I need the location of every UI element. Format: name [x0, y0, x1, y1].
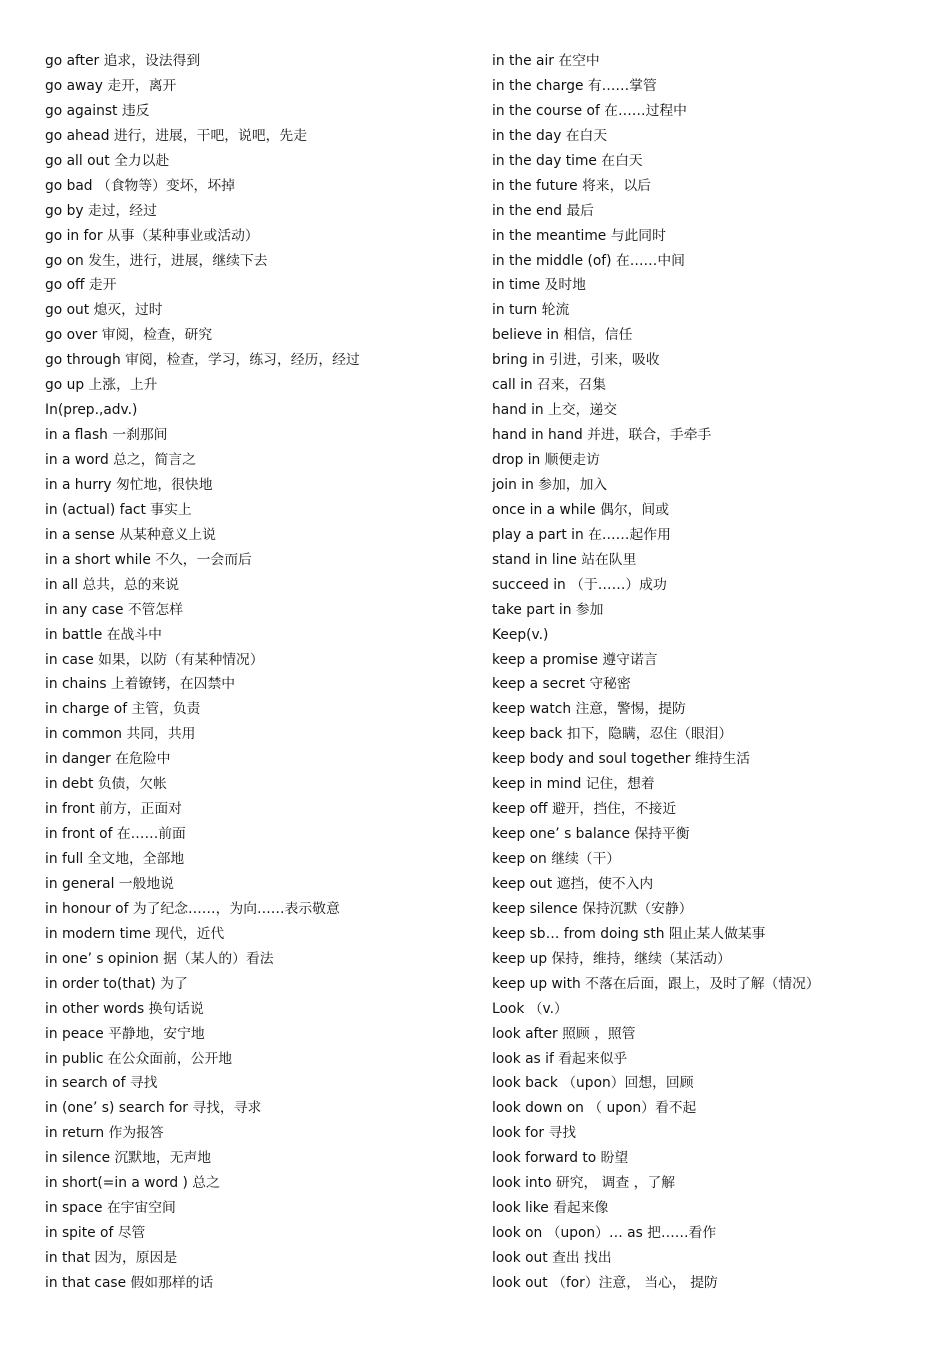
phrase-entry: in other words 换句话说: [45, 1000, 204, 1017]
phrase-entry: keep watch 注意，警惕，提防: [492, 701, 686, 718]
phrase-entry: in front of 在……前面: [45, 826, 186, 843]
phrase-entry: In(prep.,adv.): [45, 402, 138, 419]
phrase-entry: in chains 上着镣铐，在囚禁中: [45, 676, 236, 693]
phrase-entry: in (actual) fact 事实上: [45, 501, 192, 518]
phrase-entry: go ahead 进行，进展，干吧，说吧，先走: [45, 127, 308, 144]
phrase-entry: in the day time 在白天: [492, 152, 643, 169]
phrase-entry: Look （v.）: [492, 1000, 568, 1017]
phrase-entry: go up 上涨，上升: [45, 377, 158, 394]
phrase-entry: in short(=in a word ) 总之: [45, 1175, 220, 1192]
phrase-entry: in space 在宇宙空间: [45, 1200, 176, 1217]
phrase-entry: in common 共同，共用: [45, 726, 196, 743]
phrase-entry: look down on （ upon）看不起: [492, 1100, 697, 1117]
phrase-entry: go off 走开: [45, 277, 117, 294]
phrase-entry: keep up 保持，维持，继续（某活动）: [492, 950, 731, 967]
phrase-entry: go after 追求，设法得到: [45, 53, 201, 69]
phrase-entry: in any case 不管怎样: [45, 601, 184, 618]
phrase-entry: look out 查出 找出: [492, 1250, 612, 1266]
phrase-entry: in front 前方，正面对: [45, 801, 182, 818]
phrase-entry: go in for 从事（某种事业或活动）: [45, 227, 259, 244]
phrase-entry: in danger 在危险中: [45, 751, 171, 768]
phrase-entry: look back （upon）回想，回顾: [492, 1075, 694, 1092]
phrase-entry: in that case 假如那样的话: [45, 1274, 214, 1291]
phrase-entry: in spite of 尽管: [45, 1225, 146, 1242]
phrase-entry: look on （upon）… as 把……看作: [492, 1225, 717, 1242]
phrase-entry: go over 审阅，检查，研究: [45, 327, 213, 344]
phrase-entry: keep a promise 遵守诺言: [492, 651, 658, 668]
phrase-entry: succeed in （于……）成功: [492, 576, 667, 593]
phrase-entry: look forward to 盼望: [492, 1150, 629, 1167]
phrase-entry: go out 熄灭，过时: [45, 302, 163, 319]
phrase-entry: in the end 最后: [492, 202, 594, 219]
phrase-entry: in order to(that) 为了: [45, 975, 188, 992]
phrase-entry: believe in 相信，信任: [492, 327, 633, 344]
phrase-entry: in the meantime 与此同时: [492, 227, 666, 244]
phrase-entry: in modern time 现代，近代: [45, 925, 225, 942]
phrase-entry: keep on 继续（干）: [492, 851, 621, 867]
phrase-entry: in battle 在战斗中: [45, 626, 162, 643]
phrase-entry: keep silence 保持沉默（安静）: [492, 900, 693, 917]
phrase-entry: in the future 将来，以后: [492, 177, 651, 194]
phrase-entry: in full 全文地，全部地: [45, 851, 185, 867]
phrase-entry: keep back 扣下，隐瞒，忍住（眼泪）: [492, 726, 733, 743]
phrase-entry: in one’ s opinion 据（某人的）看法: [45, 950, 274, 967]
phrase-entry: drop in 顺便走访: [492, 452, 600, 468]
phrase-entry: bring in 引进，引来，吸收: [492, 352, 660, 369]
phrase-entry: in the day 在白天: [492, 127, 608, 144]
phrase-entry: take part in 参加: [492, 601, 604, 618]
phrase-entry: keep sb… from doing sth 阻止某人做某事: [492, 925, 766, 942]
phrase-entry: look out （for）注意， 当心， 提防: [492, 1274, 718, 1291]
right-column: [492, 49, 932, 1296]
phrase-entry: look for 寻找: [492, 1125, 577, 1142]
phrase-entry: play a part in 在……起作用: [492, 526, 671, 543]
phrase-entry: in a flash 一刹那间: [45, 427, 168, 444]
phrase-entry: in all 总共，总的来说: [45, 576, 180, 593]
phrase-entry: look after 照顾 ，照管: [492, 1025, 636, 1042]
phrase-entry: once in a while 偶尔，间或: [492, 501, 670, 518]
phrase-entry: in silence 沉默地，无声地: [45, 1150, 212, 1167]
phrase-entry: in a short while 不久，一会而后: [45, 551, 252, 568]
phrase-entry: in return 作为报答: [45, 1125, 164, 1142]
phrase-entry: in public 在公众面前，公开地: [45, 1050, 233, 1067]
phrase-entry: in that 因为，原因是: [45, 1250, 178, 1266]
phrase-entry: hand in 上交，递交: [492, 402, 618, 419]
phrase-entry: in peace 平静地，安宁地: [45, 1025, 205, 1042]
phrase-entry: keep out 遮挡，使不入内: [492, 875, 654, 892]
phrase-entry: in case 如果，以防（有某种情况）: [45, 651, 264, 668]
phrase-entry: keep a secret 守秘密: [492, 676, 631, 693]
phrase-entry: keep off 避开，挡住，不接近: [492, 801, 677, 818]
phrase-entry: in the course of 在……过程中: [492, 102, 687, 119]
phrase-entry: keep up with 不落在后面，跟上，及时了解（情况）: [492, 975, 820, 992]
phrase-entry: look as if 看起来似乎: [492, 1050, 628, 1067]
phrase-entry: keep one’ s balance 保持平衡: [492, 826, 690, 843]
phrase-entry: stand in line 站在队里: [492, 551, 637, 568]
phrase-entry: go away 走开，离开: [45, 77, 177, 94]
phrase-entry: in general 一般地说: [45, 875, 174, 892]
phrase-entry: in the charge 有……掌管: [492, 77, 657, 94]
phrase-entry: in the middle (of) 在……中间: [492, 252, 685, 269]
phrase-entry: in a word 总之，简言之: [45, 452, 196, 468]
phrase-entry: in time 及时地: [492, 277, 586, 294]
phrase-entry: in a hurry 匆忙地，很快地: [45, 476, 213, 493]
phrase-entry: go on 发生，进行，进展，继续下去: [45, 252, 268, 269]
phrase-entry: go against 违反: [45, 102, 150, 119]
phrase-entry: in a sense 从某种意义上说: [45, 526, 216, 543]
left-column: [45, 49, 475, 1296]
phrase-entry: go bad （食物等）变坏，坏掉: [45, 177, 235, 194]
phrase-entry: in the air 在空中: [492, 53, 600, 69]
phrase-entry: go by 走过，经过: [45, 202, 157, 219]
phrase-entry: look into 研究， 调查 ，了解: [492, 1175, 676, 1192]
phrase-entry: go through 审阅，检查，学习，练习，经历，经过: [45, 352, 360, 369]
phrase-entry: look like 看起来像: [492, 1200, 609, 1217]
phrase-entry: keep body and soul together 维持生活: [492, 751, 751, 768]
phrase-entry: in honour of 为了纪念……，为向……表示敬意: [45, 900, 340, 917]
phrase-entry: go all out 全力以赴: [45, 152, 170, 169]
phrase-entry: hand in hand 并进，联合，手牵手: [492, 427, 712, 444]
phrase-entry: in turn 轮流: [492, 302, 570, 319]
phrase-entry: in search of 寻找: [45, 1075, 158, 1092]
phrase-entry: in debt 负债，欠帐: [45, 776, 167, 793]
phrase-entry: call in 召来，召集: [492, 377, 607, 394]
phrase-entry: in charge of 主管，负责: [45, 701, 201, 718]
phrase-entry: join in 参加，加入: [492, 476, 608, 493]
phrase-entry: Keep(v.): [492, 626, 549, 643]
phrase-entry: in (one’ s) search for 寻找，寻求: [45, 1100, 262, 1117]
phrase-entry: keep in mind 记住，想着: [492, 776, 655, 793]
